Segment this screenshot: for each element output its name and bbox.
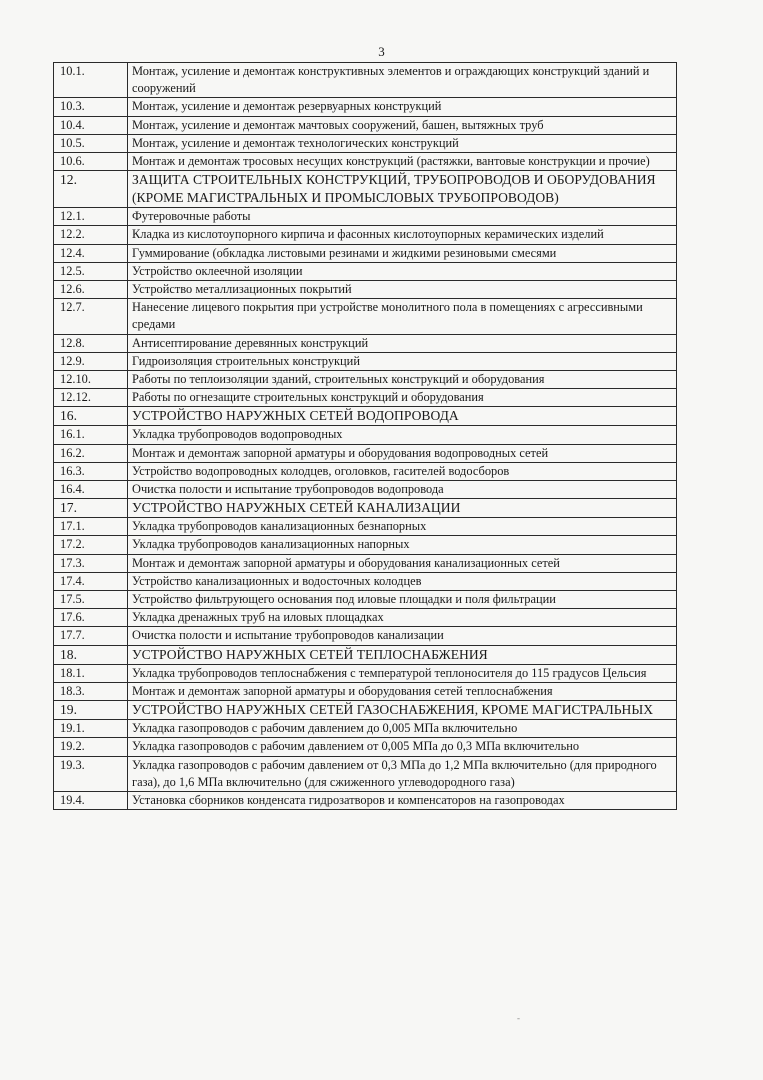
work-description: Устройство канализационных и водосточных колодцев [128, 572, 677, 590]
table-row [54, 536, 677, 554]
work-description: Монтаж и демонтаж запорной арматуры и оборудования сетей теплоснабжения [128, 682, 677, 700]
row-number: 12.5. [54, 262, 128, 280]
section-row [54, 701, 677, 720]
table-row [54, 153, 677, 171]
work-description: Очистка полости и испытание трубопроводов водопровода [128, 481, 677, 499]
row-number: 12.1. [54, 208, 128, 226]
work-description: Монтаж и демонтаж тросовых несущих конструкций (растяжки, вантовые конструкции и прочие) [128, 153, 677, 171]
row-number: 16.4. [54, 481, 128, 499]
table-row [54, 426, 677, 444]
table-row [54, 664, 677, 682]
table-row [54, 591, 677, 609]
work-description: Монтаж и демонтаж запорной арматуры и оборудования канализационных сетей [128, 554, 677, 572]
footer-mark: - [517, 1013, 520, 1023]
table-row [54, 352, 677, 370]
row-number: 17.2. [54, 536, 128, 554]
table-row [54, 244, 677, 262]
row-number: 12.2. [54, 226, 128, 244]
work-description: Укладка газопроводов с рабочим давлением от 0,3 МПа до 1,2 МПа включительно (для природного газа), до 1,6 МПа включительно (для сжиженного углеводородного газа) [128, 756, 677, 791]
section-row [54, 645, 677, 664]
row-number: 19. [54, 701, 128, 720]
section-row [54, 499, 677, 518]
row-number: 10.3. [54, 98, 128, 116]
row-number: 17.4. [54, 572, 128, 590]
table-row [54, 334, 677, 352]
row-number: 17.3. [54, 554, 128, 572]
row-number: 19.2. [54, 738, 128, 756]
work-description: Устройство металлизационных покрытий [128, 281, 677, 299]
table-row [54, 627, 677, 645]
table-row [54, 262, 677, 280]
work-description: Укладка трубопроводов теплоснабжения с температурой теплоносителя до 115 градусов Цельсия [128, 664, 677, 682]
work-description: Кладка из кислотоупорного кирпича и фасонных кислотоупорных керамических изделий [128, 226, 677, 244]
table-row [54, 791, 677, 809]
table-row [54, 720, 677, 738]
table-row [54, 98, 677, 116]
table-row [54, 116, 677, 134]
row-number: 17.1. [54, 518, 128, 536]
table-row [54, 299, 677, 334]
row-number: 19.3. [54, 756, 128, 791]
work-description: Антисептирование деревянных конструкций [128, 334, 677, 352]
work-description: Установка сборников конденсата гидрозатворов и компенсаторов на газопроводах [128, 791, 677, 809]
page-number: 3 [378, 44, 385, 59]
row-number: 12.9. [54, 352, 128, 370]
row-number: 17.6. [54, 609, 128, 627]
work-description: Работы по теплоизоляции зданий, строительных конструкций и оборудования [128, 371, 677, 389]
row-number: 12.10. [54, 371, 128, 389]
row-number: 10.1. [54, 63, 128, 98]
table-row [54, 682, 677, 700]
work-description: Монтаж, усиление и демонтаж конструктивных элементов и ограждающих конструкций зданий и сооружений [128, 63, 677, 98]
section-title: УСТРОЙСТВО НАРУЖНЫХ СЕТЕЙ ГАЗОСНАБЖЕНИЯ, КРОМЕ МАГИСТРАЛЬНЫХ [128, 701, 677, 720]
table-row [54, 738, 677, 756]
work-description: Гидроизоляция строительных конструкций [128, 352, 677, 370]
row-number: 12.8. [54, 334, 128, 352]
row-number: 16.1. [54, 426, 128, 444]
work-description: Монтаж, усиление и демонтаж мачтовых сооружений, башен, вытяжных труб [128, 116, 677, 134]
row-number: 16.3. [54, 462, 128, 480]
work-description: Устройство водопроводных колодцев, оголовков, гасителей водосборов [128, 462, 677, 480]
row-number: 10.5. [54, 134, 128, 152]
row-number: 18. [54, 645, 128, 664]
work-description: Устройство оклеечной изоляции [128, 262, 677, 280]
works-table-body [54, 63, 677, 810]
work-description: Укладка трубопроводов канализационных напорных [128, 536, 677, 554]
table-row [54, 134, 677, 152]
work-description: Гуммирование (обкладка листовыми резинами и жидкими резиновыми смесями [128, 244, 677, 262]
row-number: 12.12. [54, 389, 128, 407]
work-description: Устройство фильтрующего основания под иловые площадки и поля фильтрации [128, 591, 677, 609]
row-number: 10.4. [54, 116, 128, 134]
section-title: УСТРОЙСТВО НАРУЖНЫХ СЕТЕЙ ВОДОПРОВОДА [128, 407, 677, 426]
work-description: Укладка дренажных труб на иловых площадках [128, 609, 677, 627]
table-row [54, 444, 677, 462]
work-description: Нанесение лицевого покрытия при устройстве монолитного пола в помещениях с агрессивными средами [128, 299, 677, 334]
row-number: 12. [54, 171, 128, 208]
table-row [54, 371, 677, 389]
row-number: 12.4. [54, 244, 128, 262]
work-description: Монтаж, усиление и демонтаж резервуарных конструкций [128, 98, 677, 116]
row-number: 18.1. [54, 664, 128, 682]
work-description: Работы по огнезащите строительных конструкций и оборудования [128, 389, 677, 407]
work-description: Футеровочные работы [128, 208, 677, 226]
work-description: Укладка трубопроводов водопроводных [128, 426, 677, 444]
work-description: Монтаж, усиление и демонтаж технологических конструкций [128, 134, 677, 152]
row-number: 19.1. [54, 720, 128, 738]
row-number: 12.7. [54, 299, 128, 334]
table-row [54, 609, 677, 627]
table-row [54, 462, 677, 480]
table-row [54, 554, 677, 572]
row-number: 18.3. [54, 682, 128, 700]
section-title: ЗАЩИТА СТРОИТЕЛЬНЫХ КОНСТРУКЦИЙ, ТРУБОПРОВОДОВ И ОБОРУДОВАНИЯ (КРОМЕ МАГИСТРАЛЬНЫХ И ПРОМЫСЛОВЫХ ТРУБОПРОВОДОВ) [128, 171, 677, 208]
table-row [54, 226, 677, 244]
section-title: УСТРОЙСТВО НАРУЖНЫХ СЕТЕЙ КАНАЛИЗАЦИИ [128, 499, 677, 518]
work-description: Укладка газопроводов с рабочим давлением до 0,005 МПа включительно [128, 720, 677, 738]
section-row [54, 407, 677, 426]
row-number: 10.6. [54, 153, 128, 171]
table-row [54, 208, 677, 226]
row-number: 17.5. [54, 591, 128, 609]
row-number: 17.7. [54, 627, 128, 645]
table-row [54, 389, 677, 407]
section-row [54, 171, 677, 208]
row-number: 17. [54, 499, 128, 518]
row-number: 12.6. [54, 281, 128, 299]
row-number: 19.4. [54, 791, 128, 809]
table-row [54, 518, 677, 536]
work-description: Укладка трубопроводов канализационных безнапорных [128, 518, 677, 536]
work-description: Монтаж и демонтаж запорной арматуры и оборудования водопроводных сетей [128, 444, 677, 462]
table-row [54, 572, 677, 590]
table-row [54, 281, 677, 299]
works-table [53, 62, 677, 810]
table-row [54, 481, 677, 499]
row-number: 16. [54, 407, 128, 426]
work-description: Очистка полости и испытание трубопроводов канализации [128, 627, 677, 645]
work-description: Укладка газопроводов с рабочим давлением от 0,005 МПа до 0,3 МПа включительно [128, 738, 677, 756]
table-row [54, 63, 677, 98]
table-row [54, 756, 677, 791]
row-number: 16.2. [54, 444, 128, 462]
section-title: УСТРОЙСТВО НАРУЖНЫХ СЕТЕЙ ТЕПЛОСНАБЖЕНИЯ [128, 645, 677, 664]
